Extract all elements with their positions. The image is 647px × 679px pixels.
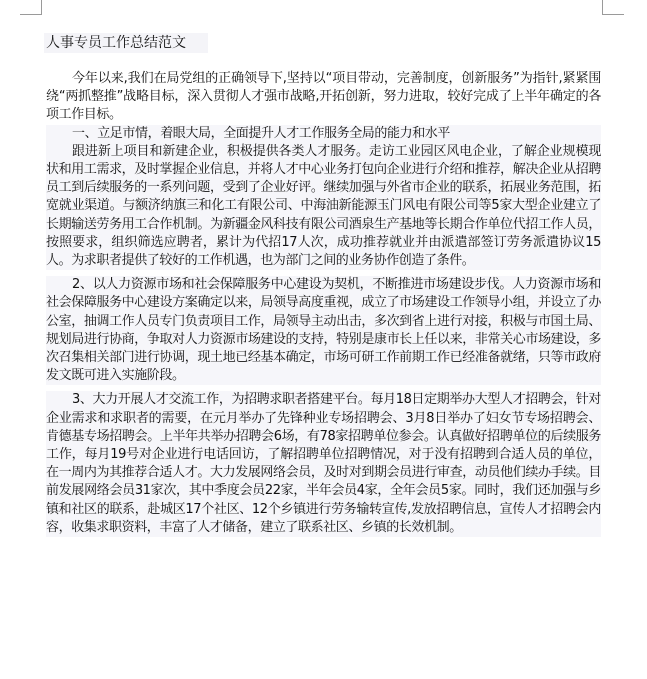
crop-mark-top-right-vertical [602, 0, 603, 15]
document-title[interactable]: 人事专员工作总结范文 [44, 33, 208, 53]
crop-mark-top-left-vertical [41, 0, 42, 15]
section-heading-1: 一、立足市情，着眼大局，全面提升人才工作服务全局的能力和水平 [46, 125, 601, 143]
crop-mark-top-right-horizontal [602, 14, 624, 15]
crop-mark-top-left-horizontal [20, 14, 42, 15]
paragraph-section-3: 3、大力开展人才交流工作，为招聘求职者搭建平台。每月18日定期举办大型人才招聘会，针对企业需求和求职者的需要，在元月举办了先锋种业专场招聘会、3月8日举办了妇女节专场招聘会、肯德基专场招聘会。上半年共举办招聘会6场，有78家招聘单位参会。认真做好招聘单位的后续服务工作，每月19号对企业进行电话回访，了解招聘单位招聘情况，对于没有招聘到合适人员的单位，在一周内为其推荐合适人才。大力发展网络会员，及时对到期会员进行审查，动员他们续办手续。目前发展网络会员31家次，其中季度会员22家，半年会员4家，全年会员5家。同时，我们还加强与乡镇和社区的联系，赴城区17个社区、12个乡镇进行劳务输转宣传,发放招聘信息，宣传人才招聘会内容，收集求职资料，丰富了人才储备，建立了联系社区、乡镇的长效机制。 [46, 391, 601, 537]
paragraph-intro: 今年以来,我们在局党组的正确领导下,坚持以“项目带动，完善制度，创新服务”为指针,紧紧围绕“两抓整推”战略目标，深入贯彻人才强市战略,开拓创新，努力进取，较好完成了上半年确定的各项工作目标。 [46, 71, 601, 123]
paragraph-section-1: 跟进新上项目和新建企业，积极提供各类人才服务。走访工业园区风电企业，了解企业规模现状和用工需求，及时掌握企业信息，并将人才中心业务打包向企业进行介绍和推荐，解决企业从招聘员工到后续服务的一系列问题，受到了企业好评。继续加强与外省市企业的联系，拓展业务范围，拓宽就业渠道。与额济纳旗三和化工有限公司、中海油新能源玉门风电有限公司等5家大型企业建立了长期输送劳务用工合作机制。为新疆金风科技有限公司酒泉生产基地等长期合作单位代招工作人员，按照要求，组织筛选应聘者，累计为代招17人次，成功推荐就业并由派遣部签订劳务派遣协议15人。为求职者提供了较好的工作机遇，也为部门之间的业务协作创造了条件。 [46, 143, 601, 270]
document-body[interactable] [46, 70, 601, 537]
paragraph-section-2: 2、以人力资源市场和社会保障服务中心建设为契机，不断推进市场建设步伐。人力资源市场和社会保障服务中心建设方案确定以来，局领导高度重视，成立了市场建设工作领导小组，并设立了办公室，抽调工作人员专门负责项目工作，局领导主动出击，多次到省上进行对接，积极与市国土局、规划局进行协商，争取对人力资源市场建设的支持，特别是康市长上任以来，非常关心市场建设，多次召集相关部门进行协调，现土地已经基本确定，市场可研工作前期工作已经准备就绪，只等市政府发文既可进入实施阶段。 [46, 276, 601, 385]
